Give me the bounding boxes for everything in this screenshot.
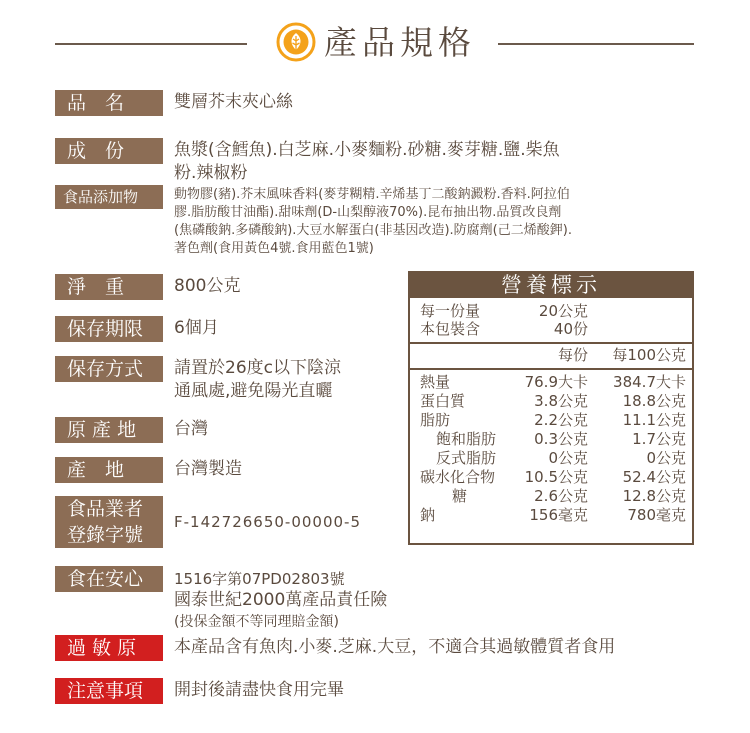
notice-label: 注意事項: [55, 678, 163, 704]
nutrient-name: 鈉: [420, 506, 436, 524]
additives-line-3: (焦磷酸鈉.多磷酸鈉).大豆水解蛋白(非基因改造).防腐劑(己二烯酸鉀).: [174, 223, 572, 238]
notice-value: 開封後請盡快食用完畢: [174, 680, 344, 700]
nutrient-name: 糖: [452, 487, 468, 505]
serving-size-label: 每一份量: [420, 302, 481, 320]
origin-label: 原 產 地: [55, 417, 163, 443]
nutrient-per-100g: 12.8公克: [622, 487, 686, 505]
additives-line-2: 膠.脂肪酸甘油酯).甜味劑(D-山梨醇液70%).昆布抽出物.品質改良劑: [174, 205, 562, 220]
nutrition-title: 營養標示: [410, 273, 692, 298]
nutrient-per-serving: 3.8公克: [534, 392, 588, 410]
nutrient-per-serving: 2.2公克: [534, 411, 588, 429]
nutrient-per-100g: 52.4公克: [622, 468, 686, 486]
name-label: 品 名: [55, 90, 163, 116]
nutrient-per-100g: 780毫克: [627, 506, 686, 524]
nutrient-per-100g: 1.7公克: [632, 430, 686, 448]
additives-line-4: 著色劑(食用黃色4號.食用藍色1號): [174, 241, 374, 256]
ingredients-line-2: 粉.辣椒粉: [174, 163, 248, 183]
nutrient-name: 熱量: [420, 373, 451, 391]
food-safety-label: 食在安心: [55, 566, 163, 592]
nutrient-per-serving: 0.3公克: [534, 430, 588, 448]
nutrient-per-serving: 0公克: [548, 449, 588, 467]
storage-line-2: 通風處,避免陽光直曬: [174, 381, 333, 401]
ingredients-line-1: 魚漿(含鱈魚).白芝麻.小麥麵粉.砂糖.麥芽糖.鹽.柴魚: [174, 140, 560, 160]
nutrient-per-100g: 18.8公克: [622, 392, 686, 410]
nutrition-divider-2: [410, 368, 692, 370]
registration-label: [55, 496, 163, 548]
nutrient-name: 反式脂肪: [436, 449, 497, 467]
nutrient-name: 飽和脂肪: [436, 430, 497, 448]
registration-label-line-1: 食品業者: [67, 498, 144, 520]
shelf-life-value: 6個月: [174, 318, 219, 338]
page-title: 產品規格: [324, 23, 476, 62]
header-divider-right: [498, 43, 694, 45]
nutrient-per-serving: 76.9大卡: [524, 373, 588, 391]
origin-value: 台灣: [174, 419, 208, 439]
serving-size-value: 20公克: [538, 302, 588, 320]
header-divider-left: [55, 43, 247, 45]
storage-label: 保存方式: [55, 356, 163, 382]
nutrient-per-serving: 156毫克: [529, 506, 588, 524]
servings-per-pack-value: 40份: [553, 320, 588, 338]
shelf-life-label: 保存期限: [55, 316, 163, 342]
nutrient-name: 碳水化合物: [420, 468, 496, 486]
made-in-value: 台灣製造: [174, 459, 242, 479]
nutrient-per-100g: 11.1公克: [622, 411, 686, 429]
nutrient-per-serving: 10.5公克: [524, 468, 588, 486]
name-value: 雙層芥末夾心絲: [174, 92, 293, 112]
food-safety-line-3: (投保金額不等同理賠金額): [174, 614, 339, 630]
leaf-circle-icon: [276, 22, 316, 62]
nutrient-name: 脂肪: [420, 411, 451, 429]
made-in-label: 產 地: [55, 457, 163, 483]
food-safety-line-2: 國泰世紀2000萬產品責任險: [174, 590, 388, 610]
servings-per-pack-label: 本包裝含: [420, 320, 481, 338]
storage-line-1: 請置於26度c以下陰涼: [174, 358, 341, 378]
col-per-100g-header: 每100公克: [612, 346, 686, 364]
additives-label: 食品添加物: [55, 185, 163, 209]
nutrient-per-100g: 384.7大卡: [613, 373, 686, 391]
registration-label-line-2: 登錄字號: [67, 524, 144, 546]
food-safety-line-1: 1516字第07PD02803號: [174, 570, 345, 588]
nutrient-per-100g: 0公克: [646, 449, 686, 467]
col-per-serving-header: 每份: [557, 346, 588, 364]
nutrient-per-serving: 2.6公克: [534, 487, 588, 505]
additives-line-1: 動物膠(豬).芥末風味香料(麥芽糊精.辛烯基丁二酸鈉澱粉.香料.阿拉伯: [174, 187, 570, 202]
nutrition-panel: [408, 271, 694, 545]
nutrition-divider-1: [410, 342, 692, 344]
ingredients-label: 成 份: [55, 138, 163, 164]
allergen-label: 過 敏 原: [55, 635, 163, 661]
allergen-value: 本產品含有魚肉.小麥.芝麻.大豆，不適合其過敏體質者食用: [174, 637, 616, 657]
header: [0, 18, 750, 68]
net-weight-label: 淨 重: [55, 274, 163, 300]
registration-value: F-142726650-00000-5: [174, 513, 362, 531]
net-weight-value: 800公克: [174, 276, 241, 296]
nutrient-name: 蛋白質: [420, 392, 466, 410]
